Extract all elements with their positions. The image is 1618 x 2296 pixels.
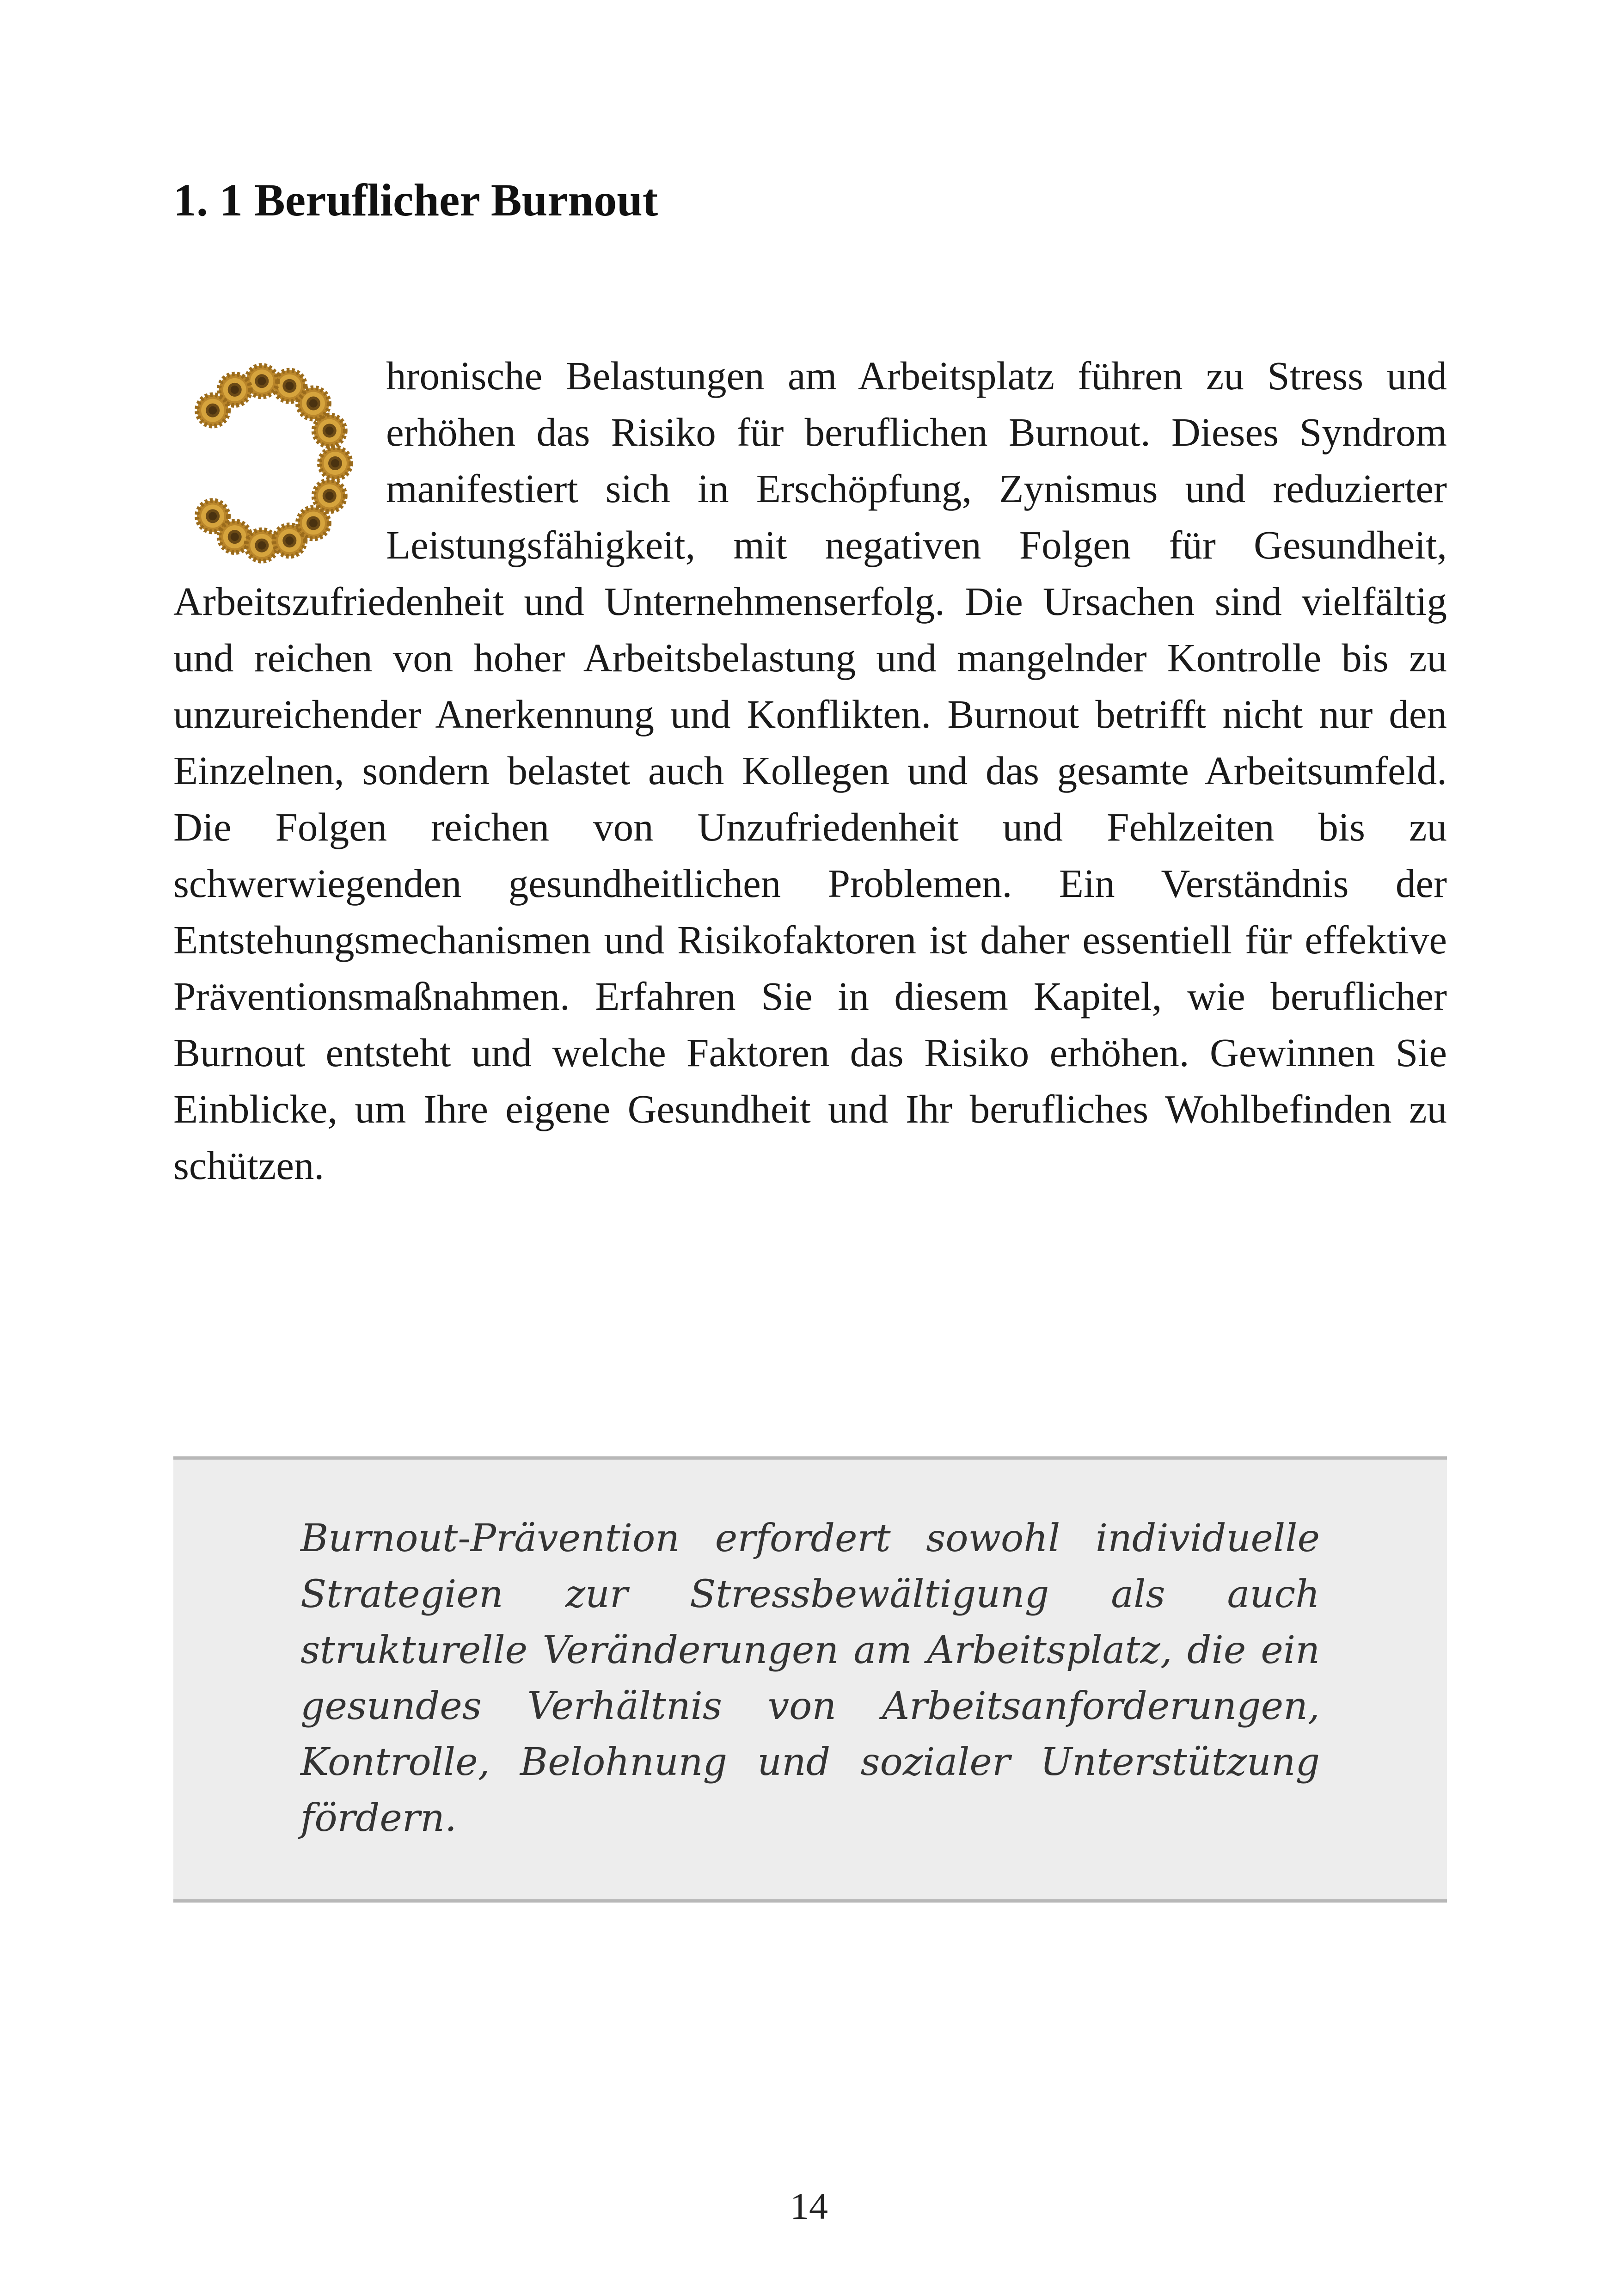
sunflower-icon bbox=[298, 508, 329, 539]
intro-text: hronische Belastungen am Arbeitsplatz führen zu Stress und erhöhen das Risiko für beruflichen Burnout. Dieses Syndrom manifestiert sich in Erschöpfung, Zynismus und reduzierter Leistungsfähigkeit, mit negativen Folgen für Gesundheit, Arbeitszufriedenheit und Unternehmenserfolg. Die Ursachen sind vielfältig und reichen von hoher Arbeitsbelastung und mangelnder Kontrolle bis zu unzureichender Anerkennung und Konflikten. Burnout betrifft nicht nur den Einzelnen, sondern belastet auch Kollegen und das gesamte Arbeitsumfeld. Die Folgen reichen von Unzufriedenheit und Fehlzeiten bis zu schwerwiegenden gesundheitlichen Problemen. Ein Verständnis der Entstehungsmechanismen und Risikofaktoren ist daher essentiell für effektive Präventionsmaßnahmen. Erfahren Sie in diesem Kapitel, wie beruflicher Burnout entsteht und welche Faktoren das Risiko erhöhen. Gewinnen Sie Einblicke, um Ihre eigene Gesundheit und Ihr berufliches Wohlbefinden zu schützen. bbox=[173, 353, 1447, 1188]
section-heading: 1. 1 Beruflicher Burnout bbox=[173, 174, 658, 226]
dropcap bbox=[173, 348, 354, 570]
sunflower-icon bbox=[314, 415, 345, 447]
sunflower-wreath-icon bbox=[173, 348, 358, 570]
intro-paragraph bbox=[173, 348, 1447, 1194]
sunflower-wreath bbox=[197, 365, 351, 561]
sunflower-icon bbox=[246, 530, 277, 561]
callout-quote: Burnout-Prävention erfordert sowohl individuelle Strategien zur Stressbewältigung als auch strukturelle Veränderungen am Arbeitsplatz, die ein gesundes Verhältnis von Arbeitsanforderungen, Kontrolle, Belohnung und sozialer Unterstützung fördern. bbox=[300, 1516, 1320, 1840]
sunflower-icon bbox=[319, 448, 351, 479]
sunflower-icon bbox=[314, 480, 345, 512]
callout-box bbox=[173, 1456, 1447, 1903]
page-number: 14 bbox=[790, 2185, 828, 2227]
sunflower-icon bbox=[197, 395, 228, 426]
